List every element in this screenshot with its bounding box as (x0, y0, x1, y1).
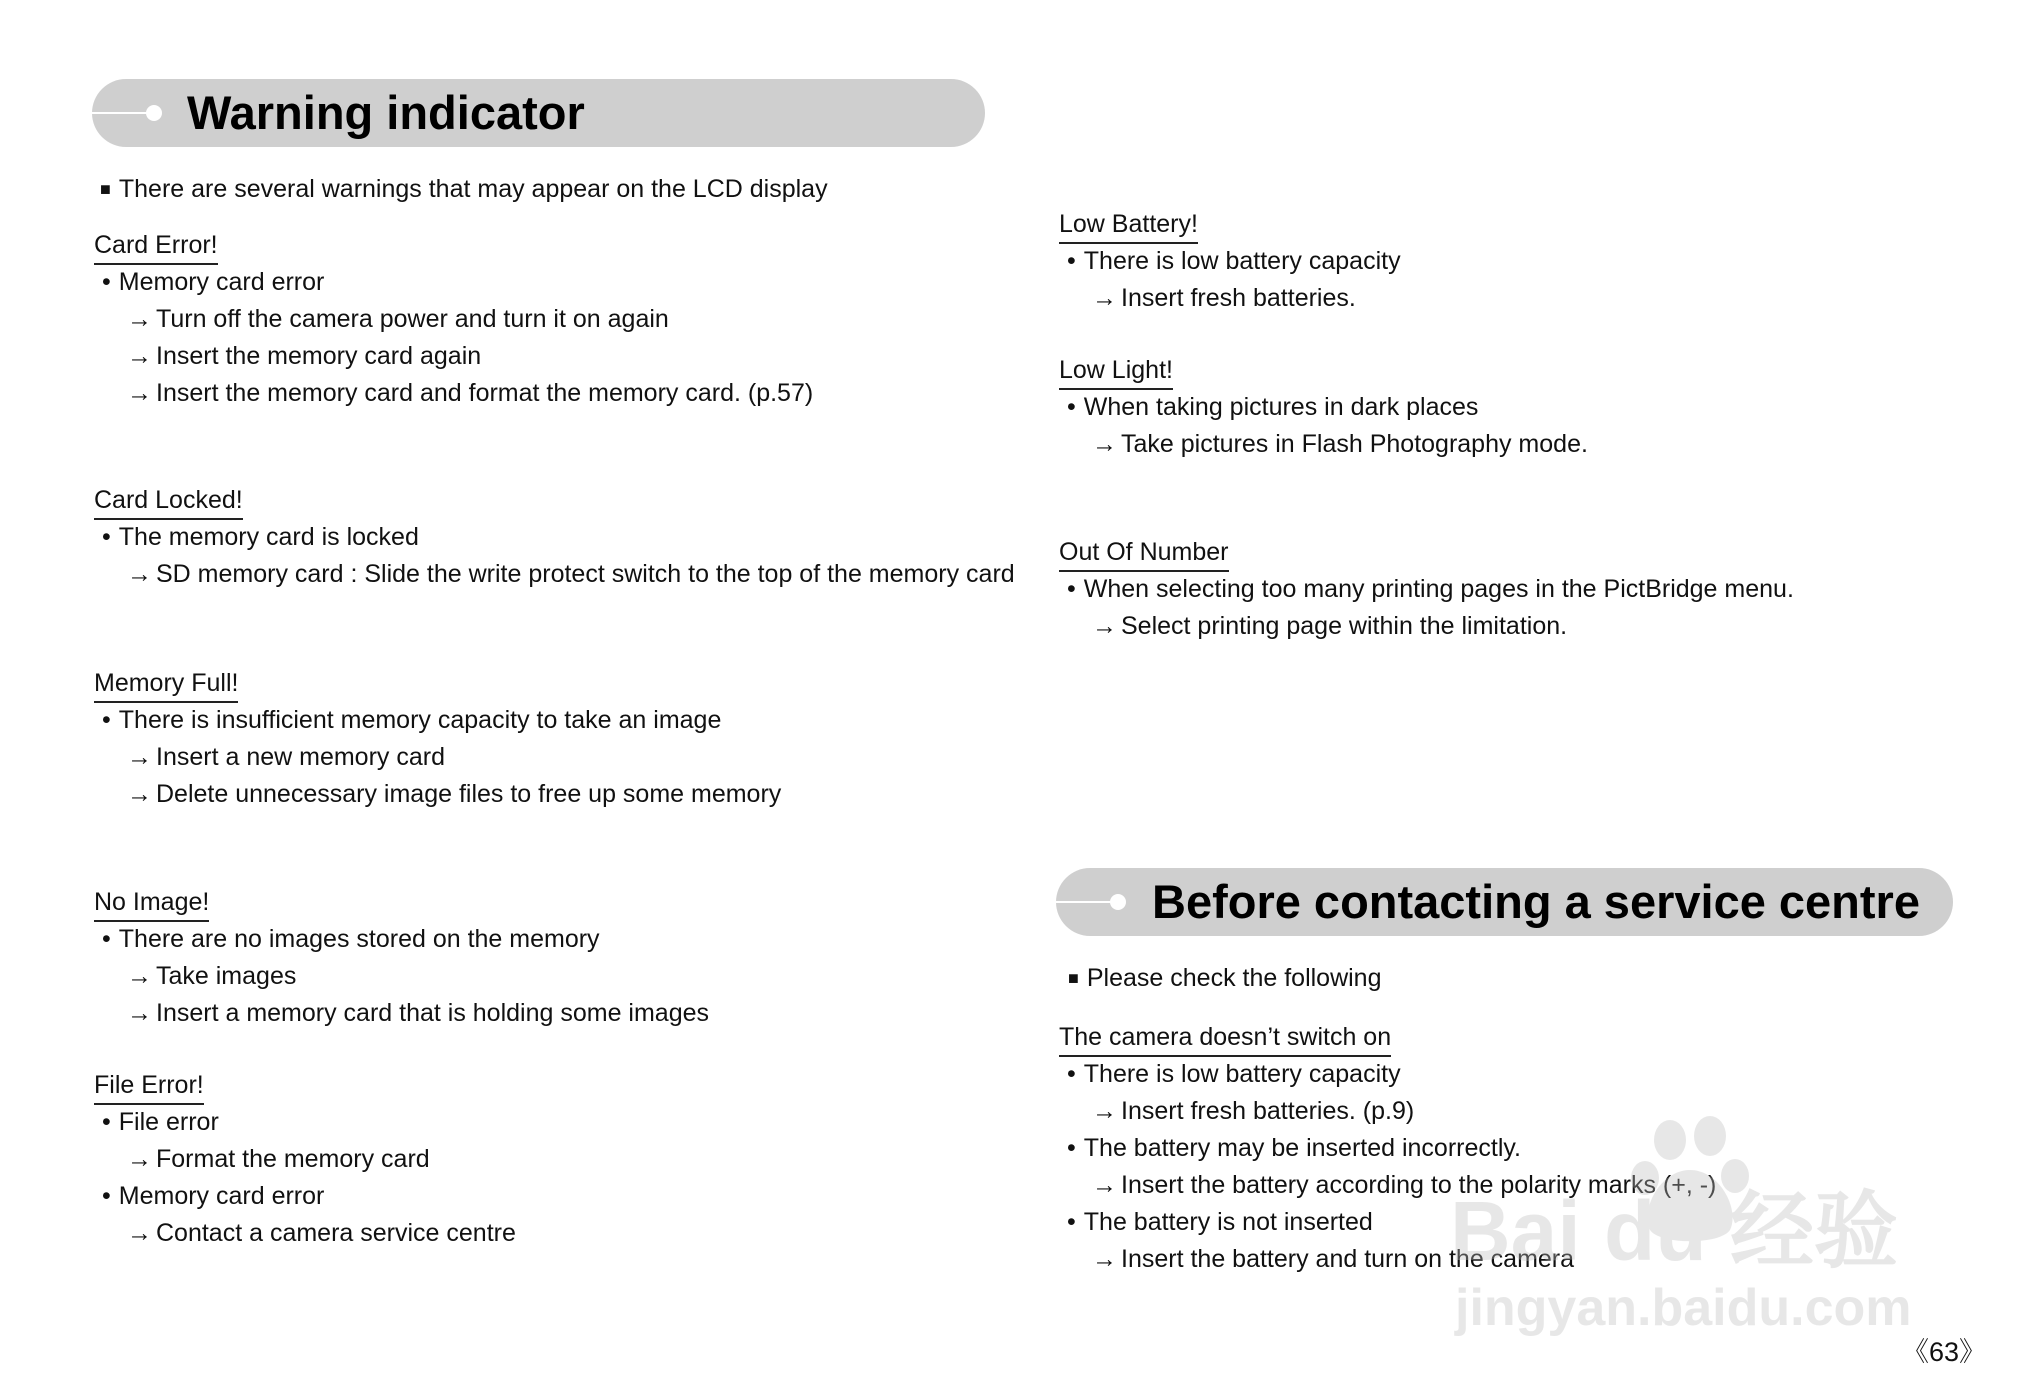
banner-decoration-line (1056, 901, 1118, 903)
action-item: → Format the memory card (94, 1141, 430, 1177)
intro-text: ■ There are several warnings that may appear on the LCD display (100, 171, 828, 209)
action-item: → Insert a new memory card (94, 739, 445, 775)
heading-memory-full: Memory Full! (94, 665, 238, 703)
action-item: → Take pictures in Flash Photography mode. (1059, 426, 1588, 462)
action-item: → Insert the memory card and format the memory card. (p.57) (94, 375, 813, 411)
banner-decoration-line (92, 112, 154, 114)
bullet-item: • When selecting too many printing pages in the PictBridge menu. (1059, 571, 1794, 607)
intro-text: ■ Please check the following (1068, 960, 1382, 998)
heading-card-locked: Card Locked! (94, 482, 243, 520)
action-item: → Insert fresh batteries. (p.9) (1059, 1093, 1414, 1129)
action-item: → Contact a camera service centre (94, 1215, 516, 1251)
bullet-item: • Memory card error (94, 1178, 324, 1214)
action-item: → Delete unnecessary image files to free up some memory (94, 776, 781, 812)
action-item: → Insert the memory card again (94, 338, 481, 374)
action-item: → Insert fresh batteries. (1059, 280, 1356, 316)
bullet-item: • There is insufficient memory capacity to take an image (94, 702, 721, 738)
heading-file-error: File Error! (94, 1067, 204, 1105)
bullet-item: • There is low battery capacity (1059, 1056, 1401, 1092)
bullet-item: • Memory card error (94, 264, 324, 300)
action-item: → Turn off the camera power and turn it on again (94, 301, 669, 337)
bullet-item: • There are no images stored on the memory (94, 921, 600, 957)
bullet-item: • The battery may be inserted incorrectly. (1059, 1130, 1521, 1166)
bullet-item: • File error (94, 1104, 219, 1140)
bullet-item: • When taking pictures in dark places (1059, 389, 1478, 425)
action-item: → SD memory card : Slide the write protect switch to the top of the memory card (94, 556, 1015, 592)
heading-card-error: Card Error! (94, 227, 218, 265)
heading-low-battery: Low Battery! (1059, 206, 1198, 244)
watermark-brand: Bai du 经验 (1450, 1184, 1899, 1278)
heading-no-image: No Image! (94, 884, 209, 922)
action-item: → Take images (94, 958, 296, 994)
right-banner-wrapper (1056, 868, 1956, 936)
bullet-item: • The battery is not inserted (1059, 1204, 1373, 1240)
page-title: Warning indicator (187, 86, 585, 139)
bullet-item: • The memory card is locked (94, 519, 419, 555)
heading-camera-doesnt-switch-on: The camera doesn’t switch on (1059, 1019, 1391, 1057)
heading-out-of-number: Out Of Number (1059, 534, 1229, 572)
watermark-url: jingyan.baidu.com (1455, 1279, 1912, 1337)
banner-decoration-dot-icon (1110, 894, 1126, 910)
section-banner-warning-indicator (92, 79, 985, 147)
action-item: → Insert a memory card that is holding some images (94, 995, 709, 1031)
heading-low-light: Low Light! (1059, 352, 1173, 390)
left-column (92, 79, 1012, 147)
page-number: 《 63 》 (1902, 1334, 1986, 1370)
bullet-item: • There is low battery capacity (1059, 243, 1401, 279)
action-item: → Select printing page within the limitation. (1059, 608, 1567, 644)
banner-decoration-dot-icon (146, 105, 162, 121)
section-title: Before contacting a service centre (1152, 875, 1920, 928)
action-item: → Insert the battery according to the polarity marks (+, -) (1059, 1167, 1716, 1203)
action-item: → Insert the battery and turn on the camera (1059, 1241, 1574, 1277)
section-banner-before-contacting (1056, 868, 1953, 936)
